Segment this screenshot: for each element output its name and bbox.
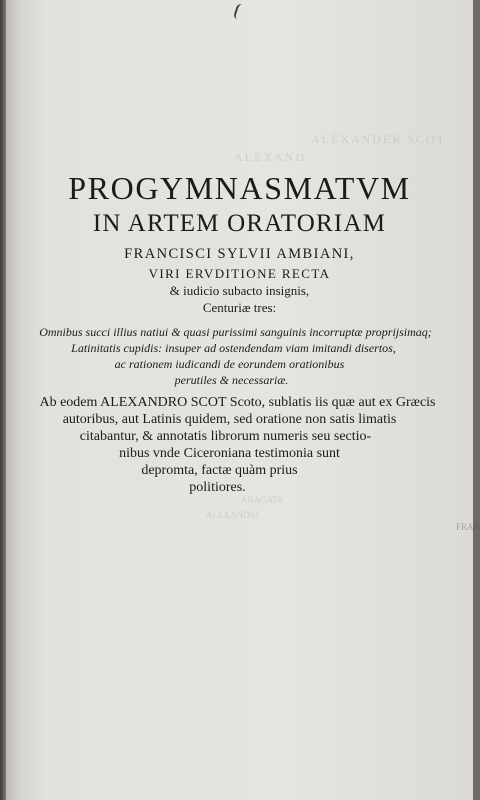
title-line-1: PROGYMNASMATVM — [68, 170, 411, 206]
bleed-through-text: ALEXAND — [234, 150, 306, 164]
italic-line: Omnibus succi illius natiui & quasi purissimi sanguinis incorruptæ proprijsimaq; — [39, 325, 432, 339]
body-line: citabantur, & annotatis librorum numeris seu sectio- — [79, 429, 372, 444]
centuriae-line: Centuriæ tres: — [202, 300, 277, 315]
author-description-2: & iudicio subacto insignis, — [169, 283, 310, 298]
body-line: autoribus, aut Latinis quidem, sed oratione non satis limatis — [62, 412, 397, 427]
bleed-through-text: ARAGATA — [241, 495, 284, 505]
title-line-2: IN ARTEM ORATORIAM — [92, 210, 387, 237]
body-line: nibus vnde Ciceroniana testimonia sunt — [119, 446, 340, 461]
author-line: FRANCISCI SYLVII AMBIANI, — [124, 246, 355, 262]
page-edge-text: FRAN — [456, 522, 480, 532]
bleed-through-text: ALEXANDRI — [206, 510, 259, 520]
body-line: Ab eodem ALEXANDRO SCOT Scoto, sublatis iis quæ aut ex Græcis — [39, 395, 436, 410]
italic-line: perutiles & necessariæ. — [174, 373, 289, 387]
book-page — [6, 0, 480, 800]
body-line: depromta, factæ quàm prius — [141, 463, 298, 478]
ink-mark-icon — [233, 3, 247, 21]
bleed-through-text: ALEXANDER SCOT — [311, 132, 446, 146]
author-description-1: VIRI ERVDITIONE RECTA — [148, 266, 331, 281]
italic-line: Latinitatis cupidis: insuper ad ostendendam viam imitandi disertos, — [71, 341, 396, 355]
italic-line: ac rationem iudicandi de eorundem orationibus — [114, 357, 345, 371]
body-line: politiores. — [189, 480, 246, 495]
